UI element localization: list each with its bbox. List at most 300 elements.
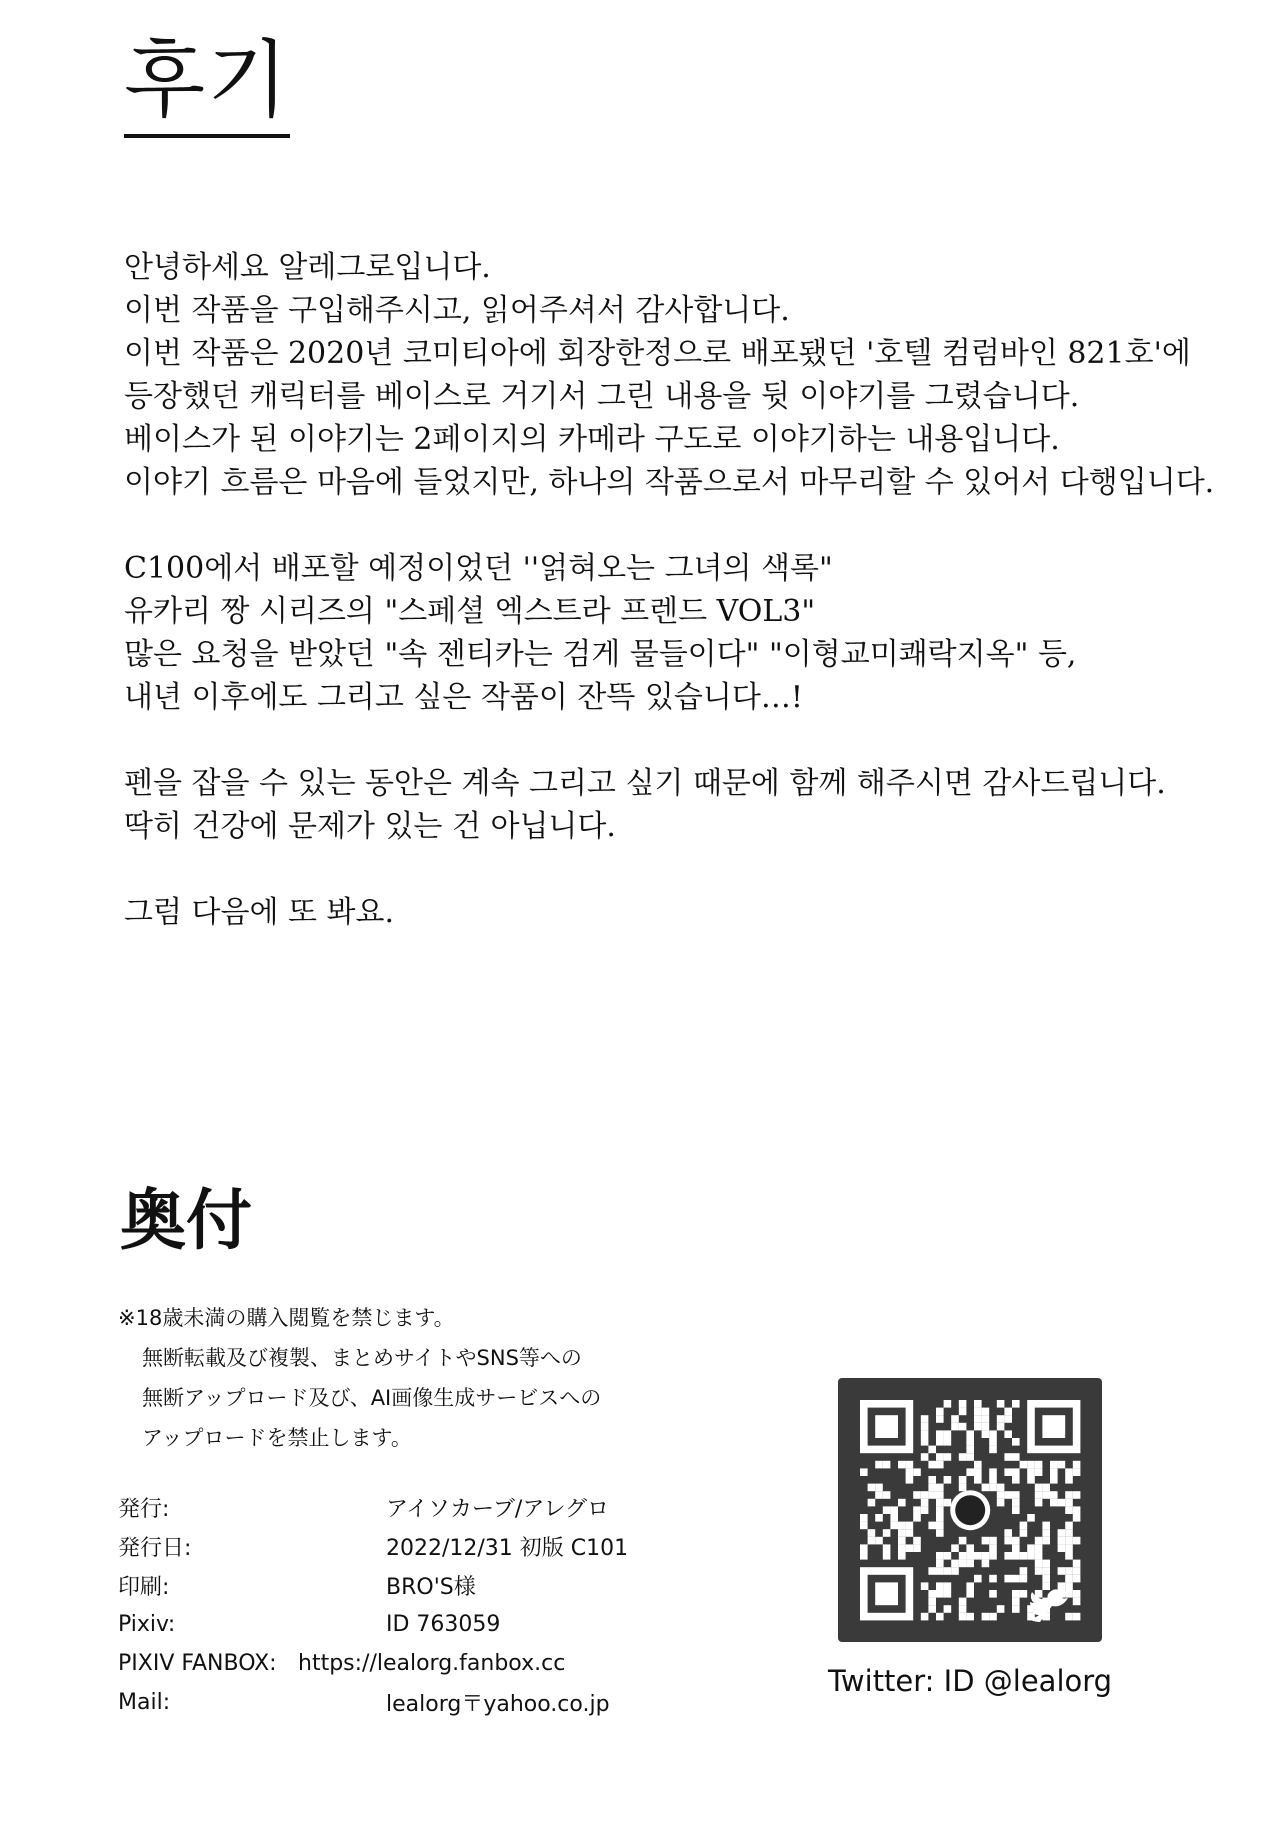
qr-module (890, 1506, 898, 1514)
qr-module (1065, 1575, 1073, 1583)
qr-module (1012, 1506, 1020, 1514)
qr-module (982, 1423, 990, 1431)
qr-module (883, 1506, 891, 1514)
info-label: 発行日: (118, 1536, 192, 1561)
qr-module (944, 1499, 952, 1507)
afterword-paragraph (124, 246, 1215, 504)
qr-avatar-face (955, 1495, 985, 1525)
qr-module (883, 1491, 891, 1499)
afterword-line: 내년 이후에도 그리고 싶은 작품이 잔뜩 있습니다…! (124, 680, 803, 715)
qr-module (1004, 1491, 1012, 1499)
qr-module (1058, 1529, 1066, 1537)
afterword-line: C100에서 배포할 예정이었던 ''얽혀오는 그녀의 색록" (124, 551, 833, 586)
qr-module (1035, 1491, 1043, 1499)
qr-module (1035, 1544, 1043, 1552)
qr-module (1004, 1575, 1012, 1583)
qr-module (936, 1582, 944, 1590)
qr-module (974, 1423, 982, 1431)
colophon-notice (118, 1298, 601, 1458)
qr-module (1035, 1552, 1043, 1560)
qr-module (982, 1484, 990, 1492)
info-label: Mail: (118, 1690, 171, 1715)
qr-module (890, 1522, 898, 1530)
qr-module (1012, 1605, 1020, 1613)
qr-module (944, 1567, 952, 1575)
qr-module (1004, 1552, 1012, 1560)
qr-module (997, 1400, 1005, 1408)
qr-module (944, 1590, 952, 1598)
qr-module (1042, 1491, 1050, 1499)
qr-module (1073, 1590, 1081, 1598)
afterword-line: 이번 작품을 구입해주시고, 읽어주셔서 감사합니다. (124, 293, 790, 328)
qr-module (860, 1544, 868, 1552)
qr-module (1012, 1468, 1020, 1476)
qr-module (974, 1400, 982, 1408)
info-value: ID 763059 (386, 1612, 501, 1637)
qr-module (1073, 1491, 1081, 1499)
qr-module (989, 1430, 997, 1438)
qr-module (936, 1506, 944, 1514)
qr-module (1027, 1468, 1035, 1476)
qr-module (936, 1590, 944, 1598)
qr-module (936, 1461, 944, 1469)
qr-module (1073, 1567, 1081, 1575)
qr-module (997, 1605, 1005, 1613)
qr-module (928, 1491, 936, 1499)
qr-module (1042, 1575, 1050, 1583)
qr-module (951, 1415, 959, 1423)
afterword-paragraph (124, 547, 1184, 719)
qr-module (898, 1522, 906, 1530)
qr-module (959, 1408, 967, 1416)
qr-module (906, 1468, 914, 1476)
qr-module (1073, 1575, 1081, 1583)
qr-module (1027, 1514, 1035, 1522)
qr-module (906, 1461, 914, 1469)
qr-module (959, 1484, 967, 1492)
publication-info (118, 1488, 628, 1722)
qr-module (936, 1529, 944, 1537)
qr-module (974, 1575, 982, 1583)
notice-line: ※18歳未満の購入閲覧を禁じます。 (118, 1306, 455, 1330)
qr-module (936, 1522, 944, 1530)
twitter-id: Twitter: ID @lealorg (828, 1664, 1113, 1698)
qr-module (1073, 1598, 1081, 1606)
qr-module (921, 1613, 929, 1621)
qr-module (936, 1408, 944, 1416)
qr-module (997, 1491, 1005, 1499)
qr-module (1012, 1476, 1020, 1484)
qr-module (1020, 1552, 1028, 1560)
fanbox-link[interactable]: https://lealorg.fanbox.cc (298, 1651, 566, 1676)
qr-module (1012, 1453, 1020, 1461)
afterword-line: 이번 작품은 2020년 코미티아에 회장한정으로 배포됐던 '호텔 컴럼바인 821호'에 (124, 336, 1191, 371)
qr-module (1020, 1590, 1028, 1598)
qr-module (974, 1461, 982, 1469)
qr-module (966, 1560, 974, 1568)
qr-module (1035, 1560, 1043, 1568)
qr-module (928, 1446, 936, 1454)
qr-module (860, 1514, 868, 1522)
afterword-body (124, 246, 1215, 934)
qr-module (1035, 1499, 1043, 1507)
qr-module (928, 1522, 936, 1530)
qr-module (936, 1514, 944, 1522)
afterword-line: 베이스가 된 이야기는 2페이지의 카메라 구도로 이야기하는 내용입니다. (124, 422, 1060, 457)
qr-module (1058, 1544, 1066, 1552)
qr-module (1065, 1537, 1073, 1545)
qr-finder-inner (875, 1415, 898, 1438)
qr-module (1065, 1613, 1073, 1621)
qr-module (989, 1537, 997, 1545)
qr-module (982, 1408, 990, 1416)
qr-module (1035, 1567, 1043, 1575)
qr-module (1073, 1514, 1081, 1522)
qr-module (1050, 1476, 1058, 1484)
afterword-line: 펜을 잡을 수 있는 동안은 계속 그리고 싶기 때문에 함께 해주시면 감사드립니다. (124, 766, 1166, 801)
qr-module (1027, 1544, 1035, 1552)
qr-module (989, 1613, 997, 1621)
qr-module (989, 1552, 997, 1560)
qr-module (921, 1499, 929, 1507)
qr-module (860, 1522, 868, 1530)
qr-module (966, 1430, 974, 1438)
qr-module (1065, 1468, 1073, 1476)
qr-code[interactable] (838, 1378, 1102, 1642)
qr-module (944, 1476, 952, 1484)
qr-module (951, 1423, 959, 1431)
qr-module (1004, 1430, 1012, 1438)
info-value: BRO'S様 (386, 1575, 476, 1600)
qr-module (1058, 1499, 1066, 1507)
qr-module (1065, 1567, 1073, 1575)
qr-module (1035, 1484, 1043, 1492)
qr-module (921, 1438, 929, 1446)
qr-module (1004, 1529, 1012, 1537)
info-label: 印刷: (118, 1575, 170, 1600)
qr-module (959, 1605, 967, 1613)
qr-module (1027, 1552, 1035, 1560)
info-value: 2022/12/31 初版 C101 (386, 1536, 629, 1561)
qr-module (1035, 1537, 1043, 1545)
info-row-fanbox (118, 1644, 628, 1683)
qr-module (860, 1468, 868, 1476)
qr-module (1065, 1544, 1073, 1552)
qr-module (936, 1438, 944, 1446)
qr-module (898, 1544, 906, 1552)
qr-module (944, 1438, 952, 1446)
qr-module (906, 1544, 914, 1552)
qr-module (944, 1582, 952, 1590)
qr-module (966, 1590, 974, 1598)
qr-module (898, 1461, 906, 1469)
mail-address: lealorg〒yahoo.co.jp (386, 1692, 610, 1717)
qr-module (959, 1552, 967, 1560)
qr-module (875, 1514, 883, 1522)
qr-module (928, 1476, 936, 1484)
qr-module (982, 1415, 990, 1423)
afterword-line: 안녕하세요 알레그로입니다. (124, 250, 491, 285)
qr-module (921, 1415, 929, 1423)
qr-module (974, 1408, 982, 1416)
qr-module (1073, 1613, 1081, 1621)
qr-module (982, 1552, 990, 1560)
qr-module (1065, 1582, 1073, 1590)
qr-module (944, 1552, 952, 1560)
qr-module (1050, 1468, 1058, 1476)
qr-module (1004, 1453, 1012, 1461)
qr-module (974, 1476, 982, 1484)
qr-module (1065, 1522, 1073, 1530)
qr-module (951, 1567, 959, 1575)
qr-module (906, 1529, 914, 1537)
qr-module (1012, 1544, 1020, 1552)
qr-module (966, 1544, 974, 1552)
info-label: Pixiv: (118, 1612, 176, 1637)
qr-module (1073, 1506, 1081, 1514)
qr-module (868, 1499, 876, 1507)
qr-module (860, 1552, 868, 1560)
qr-module (1065, 1491, 1073, 1499)
qr-module (1065, 1476, 1073, 1484)
qr-module (1020, 1529, 1028, 1537)
info-row-publisher (118, 1488, 628, 1527)
qr-module (989, 1544, 997, 1552)
qr-finder-inner (875, 1582, 898, 1605)
afterword-line: 많은 요청을 받았던 "속 젠티카는 검게 물들이다" "이형교미쾌락지옥" 등, (124, 637, 1077, 672)
qr-module (966, 1582, 974, 1590)
qr-module (936, 1567, 944, 1575)
qr-module (1020, 1567, 1028, 1575)
qr-module (1073, 1560, 1081, 1568)
qr-module (959, 1400, 967, 1408)
qr-module (951, 1560, 959, 1568)
afterword-title: 후기 (124, 38, 290, 138)
qr-module (868, 1484, 876, 1492)
qr-module (1012, 1491, 1020, 1499)
info-row-mail (118, 1683, 628, 1722)
qr-module (966, 1468, 974, 1476)
qr-module (936, 1453, 944, 1461)
qr-module (898, 1552, 906, 1560)
afterword-line: 유카리 짱 시리즈의 "스페셜 엑스트라 프렌드 VOL3" (124, 594, 816, 629)
qr-module (921, 1430, 929, 1438)
qr-module (951, 1544, 959, 1552)
qr-module (921, 1453, 929, 1461)
qr-module (989, 1476, 997, 1484)
qr-module (1065, 1552, 1073, 1560)
qr-module (959, 1613, 967, 1621)
qr-module (1073, 1461, 1081, 1469)
qr-module (875, 1537, 883, 1545)
qr-module (936, 1415, 944, 1423)
qr-module (982, 1560, 990, 1568)
qr-module (989, 1590, 997, 1598)
qr-module (974, 1552, 982, 1560)
qr-module (959, 1560, 967, 1568)
qr-module (936, 1560, 944, 1568)
qr-module (982, 1613, 990, 1621)
qr-module (1012, 1499, 1020, 1507)
qr-module (1004, 1415, 1012, 1423)
qr-module (1012, 1537, 1020, 1545)
qr-module (1042, 1567, 1050, 1575)
qr-module (966, 1438, 974, 1446)
qr-module (944, 1605, 952, 1613)
qr-module (944, 1453, 952, 1461)
qr-module (1058, 1582, 1066, 1590)
qr-module (1042, 1484, 1050, 1492)
qr-module (989, 1484, 997, 1492)
qr-module (913, 1491, 921, 1499)
qr-module (1058, 1461, 1066, 1469)
qr-module (989, 1438, 997, 1446)
afterword-line: 등장했던 캐릭터를 베이스로 거기서 그린 내용을 뒷 이야기를 그렸습니다. (124, 379, 1080, 414)
qr-module (982, 1430, 990, 1438)
colophon-title: 奥付 (120, 1182, 252, 1259)
qr-module (1012, 1400, 1020, 1408)
qr-module (898, 1537, 906, 1545)
qr-module (1027, 1476, 1035, 1484)
qr-module (928, 1590, 936, 1598)
qr-module (1073, 1468, 1081, 1476)
qr-module (944, 1400, 952, 1408)
qr-module (868, 1537, 876, 1545)
qr-module (1042, 1560, 1050, 1568)
info-value: アイソカーブ/アレグロ (386, 1497, 610, 1522)
qr-module (875, 1461, 883, 1469)
qr-module (1042, 1522, 1050, 1530)
qr-code-graphic (838, 1378, 1102, 1642)
qr-module (921, 1506, 929, 1514)
qr-module (1050, 1461, 1058, 1469)
qr-module (913, 1537, 921, 1545)
qr-module (875, 1484, 883, 1492)
afterword-line: 이야기 흐름은 마음에 들었지만, 하나의 작품으로서 마무리할 수 있어서 다행입니다. (124, 465, 1215, 500)
afterword-line: 딱히 건강에 문제가 있는 건 아닙니다. (124, 809, 616, 844)
info-label: 発行: (118, 1497, 170, 1522)
qr-module (1042, 1529, 1050, 1537)
qr-module (883, 1552, 891, 1560)
qr-module (1035, 1461, 1043, 1469)
qr-module (936, 1613, 944, 1621)
qr-module (890, 1514, 898, 1522)
qr-module (936, 1430, 944, 1438)
qr-module (921, 1491, 929, 1499)
qr-module (966, 1453, 974, 1461)
qr-module (1073, 1537, 1081, 1545)
afterword-paragraph (124, 762, 1184, 848)
qr-module (1050, 1499, 1058, 1507)
notice-line: アップロードを禁止します。 (142, 1426, 412, 1450)
qr-module (913, 1468, 921, 1476)
qr-module (928, 1484, 936, 1492)
qr-module (959, 1453, 967, 1461)
qr-module (1050, 1491, 1058, 1499)
afterword-line: 그럼 다음에 또 봐요. (124, 895, 394, 930)
info-row-pixiv (118, 1605, 628, 1644)
qr-module (974, 1468, 982, 1476)
afterword-paragraph (124, 891, 1184, 934)
qr-module (959, 1598, 967, 1606)
qr-module (1058, 1537, 1066, 1545)
qr-module (997, 1484, 1005, 1492)
qr-module (1012, 1575, 1020, 1583)
qr-module (936, 1491, 944, 1499)
qr-module (906, 1522, 914, 1530)
qr-module (1065, 1529, 1073, 1537)
qr-module (928, 1598, 936, 1606)
qr-module (997, 1423, 1005, 1431)
qr-module (898, 1529, 906, 1537)
qr-module (883, 1544, 891, 1552)
qr-module (989, 1446, 997, 1454)
qr-module (936, 1499, 944, 1507)
qr-module (1065, 1506, 1073, 1514)
qr-module (966, 1552, 974, 1560)
qr-module (898, 1499, 906, 1507)
qr-module (928, 1461, 936, 1469)
qr-module (966, 1446, 974, 1454)
qr-module (966, 1613, 974, 1621)
qr-module (936, 1484, 944, 1492)
qr-module (1012, 1552, 1020, 1560)
qr-module (1004, 1408, 1012, 1416)
qr-module (974, 1415, 982, 1423)
qr-module (936, 1552, 944, 1560)
qr-module (913, 1514, 921, 1522)
qr-module (1012, 1590, 1020, 1598)
qr-module (1042, 1537, 1050, 1545)
qr-module (1020, 1575, 1028, 1583)
qr-module (959, 1537, 967, 1545)
notice-line: 無断転載及び複製、まとめサイトやSNS等への (142, 1346, 582, 1370)
info-row-date (118, 1527, 628, 1566)
qr-module (921, 1423, 929, 1431)
qr-module (868, 1529, 876, 1537)
qr-module (944, 1430, 952, 1438)
qr-module (883, 1529, 891, 1537)
qr-module (1065, 1499, 1073, 1507)
qr-module (921, 1582, 929, 1590)
qr-module (997, 1499, 1005, 1507)
qr-module (1027, 1461, 1035, 1469)
qr-module (1035, 1468, 1043, 1476)
qr-module (1020, 1461, 1028, 1469)
qr-module (959, 1423, 967, 1431)
qr-module (959, 1476, 967, 1484)
qr-module (997, 1415, 1005, 1423)
qr-module (913, 1506, 921, 1514)
qr-module (875, 1491, 883, 1499)
qr-module (1020, 1522, 1028, 1530)
qr-module (982, 1537, 990, 1545)
info-row-printer (118, 1566, 628, 1605)
qr-module (1012, 1598, 1020, 1606)
info-label: PIXIV FANBOX: (118, 1651, 277, 1676)
qr-module (906, 1476, 914, 1484)
qr-module (989, 1575, 997, 1583)
qr-module (1042, 1582, 1050, 1590)
notice-line: 無断アップロード及び、AI画像生成サービスへの (142, 1386, 602, 1410)
qr-module (928, 1605, 936, 1613)
qr-module (989, 1468, 997, 1476)
qr-module (883, 1461, 891, 1469)
qr-module (913, 1544, 921, 1552)
qr-module (1012, 1438, 1020, 1446)
qr-module (1004, 1537, 1012, 1545)
qr-module (1058, 1567, 1066, 1575)
